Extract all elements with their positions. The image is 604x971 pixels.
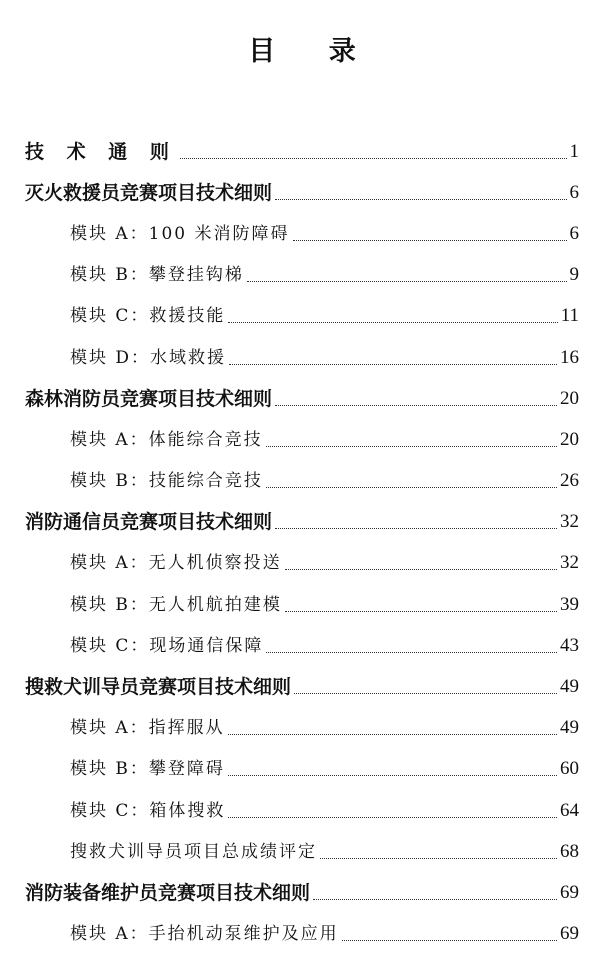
dot-leader — [320, 857, 557, 859]
dot-leader — [285, 568, 557, 570]
toc-entry-label: 消防装备维护员竞赛项目技术细则 — [25, 882, 311, 904]
toc-entry-label: 模块 A：手抬机动泵维护及应用 — [70, 924, 339, 944]
toc-entry-label: 模块 A：无人机侦察投送 — [70, 553, 282, 573]
toc-entry-label: 模块 B：攀登挂钩梯 — [70, 265, 244, 285]
toc-entry-page: 26 — [560, 470, 579, 491]
toc-entry-page: 49 — [560, 717, 579, 738]
toc-entry-page: 64 — [560, 800, 579, 821]
toc-entry-label: 模块 B：技能综合竞技 — [70, 471, 263, 491]
toc-entry-module[interactable] — [70, 700, 579, 740]
toc-entry-communications[interactable] — [25, 494, 579, 534]
toc-entry-label: 搜救犬训导员项目总成绩评定 — [70, 842, 317, 862]
toc-entry-module[interactable] — [70, 247, 579, 287]
toc-entry-page: 68 — [560, 841, 579, 862]
toc-entry-module[interactable] — [70, 618, 579, 658]
toc-entry-module[interactable] — [70, 824, 579, 864]
toc-entry-page: 20 — [560, 388, 579, 409]
toc-entry-page: 32 — [560, 511, 579, 532]
toc-entry-page: 49 — [560, 676, 579, 697]
toc-entry-module[interactable] — [70, 783, 579, 823]
toc-entry-page: 43 — [560, 635, 579, 656]
dot-leader — [275, 198, 566, 200]
toc-entry-label: 技 术 通 则 — [25, 141, 177, 163]
toc-entry-label: 模块 A：体能综合竞技 — [70, 430, 263, 450]
dot-leader — [228, 733, 557, 735]
toc-entry-page: 39 — [560, 594, 579, 615]
dot-leader — [228, 774, 557, 776]
dot-leader — [266, 651, 557, 653]
dot-leader — [293, 239, 567, 241]
toc-entry-module[interactable] — [70, 535, 579, 575]
toc-entry-label: 模块 C：现场通信保障 — [70, 636, 264, 656]
dot-leader — [229, 363, 557, 365]
toc-entry-page: 6 — [569, 223, 579, 244]
dot-leader — [266, 486, 557, 488]
toc-entry-label: 模块 B：攀登障碍 — [70, 759, 225, 779]
toc-entry-label: 森林消防员竞赛项目技术细则 — [25, 388, 273, 410]
toc-entry-module[interactable] — [70, 741, 579, 781]
toc-entry-module[interactable] — [70, 206, 579, 246]
dot-leader — [275, 527, 557, 529]
toc-entry-module[interactable] — [70, 412, 579, 452]
dot-leader — [228, 816, 557, 818]
toc-entry-label: 搜救犬训导员竞赛项目技术细则 — [25, 676, 292, 698]
toc-entry-module[interactable] — [70, 330, 579, 370]
dot-leader — [342, 939, 557, 941]
toc-entry-label: 模块 D：水域救援 — [70, 348, 227, 368]
toc-entry-module[interactable] — [70, 577, 579, 617]
toc-entry-page: 16 — [560, 347, 579, 368]
toc-entry-equipment-maintenance[interactable] — [25, 865, 579, 905]
toc-entry-page: 1 — [569, 141, 579, 162]
page-title: 目 录 — [248, 36, 378, 67]
dot-leader — [180, 157, 567, 159]
toc-entry-label: 模块 C：救援技能 — [70, 306, 226, 326]
toc-entry-label: 模块 B：无人机航拍建模 — [70, 595, 282, 615]
dot-leader — [247, 280, 567, 282]
dot-leader — [285, 610, 557, 612]
dot-leader — [294, 692, 557, 694]
toc-entry-label: 模块 A：指挥服从 — [70, 718, 225, 738]
toc-entry-search-dog[interactable] — [25, 659, 579, 699]
toc-entry-label: 灭火救援员竞赛项目技术细则 — [25, 182, 273, 204]
toc-entry-forest-firefighter[interactable] — [25, 371, 579, 411]
toc-entry-page: 20 — [560, 429, 579, 450]
toc-entry-general-rules[interactable] — [25, 124, 579, 164]
dot-leader — [266, 445, 557, 447]
toc-entry-label: 消防通信员竞赛项目技术细则 — [25, 511, 273, 533]
dot-leader — [228, 321, 557, 323]
toc-entry-firefighter-rescue[interactable] — [25, 165, 579, 205]
toc-entry-page: 32 — [560, 552, 579, 573]
dot-leader — [313, 898, 557, 900]
toc-entry-page: 69 — [560, 882, 579, 903]
toc-entry-page: 9 — [569, 264, 579, 285]
toc-entry-module[interactable] — [70, 453, 579, 493]
toc-entry-label: 模块 C：箱体搜救 — [70, 801, 226, 821]
toc-entry-label: 模块 A：100 米消防障碍 — [70, 224, 290, 244]
toc-entry-page: 11 — [560, 305, 579, 326]
toc-entry-page: 60 — [560, 758, 579, 779]
toc-entry-module[interactable] — [70, 906, 579, 946]
toc-entry-module[interactable] — [70, 288, 579, 328]
toc-entry-page: 69 — [560, 923, 579, 944]
toc-entry-page: 6 — [569, 182, 579, 203]
dot-leader — [275, 404, 557, 406]
